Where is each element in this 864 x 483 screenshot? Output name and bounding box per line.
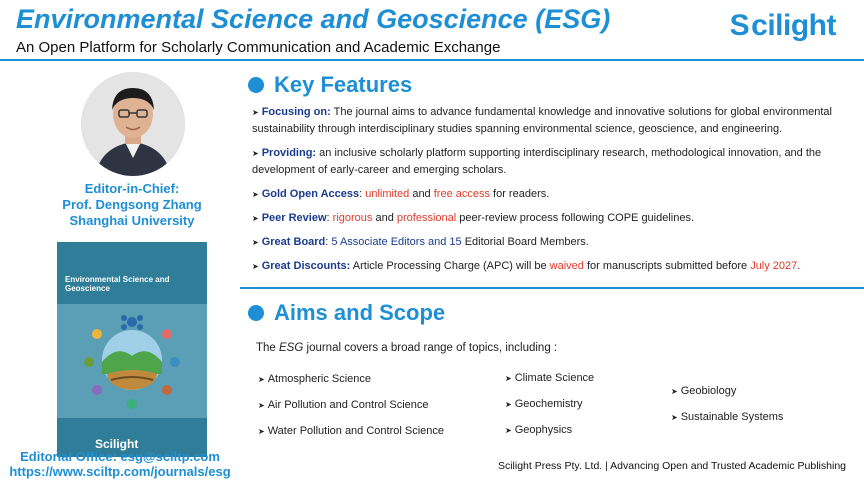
feature-text: Editorial Board Members.	[461, 236, 589, 248]
aims-intro	[256, 342, 557, 354]
topic-item	[505, 424, 594, 450]
editor-in-chief	[0, 181, 264, 229]
cover-title: Environmental Science and Geoscience	[65, 275, 170, 293]
topic-item	[258, 425, 444, 451]
highlight-text: professional	[396, 212, 457, 224]
intro-journal-abbrev: ESG	[279, 342, 304, 354]
intro-text: The	[256, 342, 280, 354]
highlight-text: unlimited	[365, 188, 410, 200]
feature-label: Gold Open Access	[261, 188, 360, 200]
chevron-right-icon: ➤	[505, 400, 512, 409]
feature-open-access	[252, 186, 842, 203]
topics-column-2	[505, 372, 594, 450]
feature-label: Great Discounts:	[261, 260, 351, 272]
topics-column-3	[671, 385, 783, 437]
feature-text: :	[359, 188, 366, 200]
logo-mark-icon: S	[729, 9, 750, 42]
office-email[interactable]: Editorial Office: esg@sciltp.com	[20, 449, 220, 464]
topic-item	[258, 399, 444, 425]
topic-label: Geobiology	[680, 385, 737, 397]
topic-item	[671, 411, 783, 437]
feature-text: Article Processing Charge (APC) will be	[350, 260, 550, 272]
key-features-heading	[248, 72, 412, 98]
journal-subtitle: An Open Platform for Scholarly Communication and Academic Exchange	[16, 39, 501, 56]
aims-heading	[248, 300, 445, 326]
left-panel	[0, 62, 236, 483]
bullet-dot-icon	[248, 77, 264, 93]
chevron-right-icon: ➤	[258, 401, 265, 410]
feature-text: The journal aims to advance fundamental knowledge and innovative solutions for global environmental sustainability through interdisciplinary studies spanning environmental science, geoscience, and engineering.	[252, 106, 832, 135]
chevron-right-icon: ➤	[505, 374, 512, 383]
feature-text: an inclusive scholarly platform supporting interdisciplinary research, methodological innovation, and the development of early-career and emerging scholars.	[252, 147, 822, 176]
chevron-right-icon: ➤	[671, 413, 678, 422]
header-divider	[0, 59, 864, 61]
topic-label: Geochemistry	[514, 398, 583, 410]
chevron-right-icon: ➤	[505, 426, 512, 435]
feature-label: Great Board	[261, 236, 326, 248]
chevron-right-icon: ➤	[258, 375, 265, 384]
chevron-right-icon: ➤	[252, 108, 259, 117]
header	[0, 0, 864, 62]
topic-label: Geophysics	[514, 424, 573, 436]
topic-item	[671, 385, 783, 411]
journal-title: Environmental Science and Geoscience (ESG)	[16, 4, 611, 34]
office-url[interactable]: https://www.sciltp.com/journals/esg	[9, 464, 231, 479]
chevron-right-icon: ➤	[252, 149, 259, 158]
topic-item	[258, 373, 444, 399]
cover-brand: Scilight	[95, 437, 139, 451]
highlight-text: waived	[549, 260, 584, 272]
aims-title: Aims and Scope	[274, 300, 446, 325]
topics-column-1	[258, 373, 444, 451]
chevron-right-icon: ➤	[252, 238, 259, 247]
journal-cover[interactable]	[57, 242, 207, 457]
feature-text: peer-review process following COPE guidelines.	[456, 212, 695, 224]
publisher-footer: Scilight Press Pty. Ltd. | Advancing Open and Trusted Academic Publishing	[497, 460, 846, 472]
feature-focusing	[252, 104, 842, 138]
chevron-right-icon: ➤	[252, 190, 259, 199]
editor-name: Prof. Dengsong Zhang	[62, 197, 202, 212]
editor-photo	[81, 72, 185, 176]
feature-text: and	[409, 188, 434, 200]
topic-label: Air Pollution and Control Science	[267, 399, 429, 411]
feature-label: Peer Review	[261, 212, 327, 224]
cover-illustration	[77, 304, 187, 412]
section-divider	[240, 287, 864, 289]
chevron-right-icon: ➤	[671, 387, 678, 396]
topic-label: Sustainable Systems	[680, 411, 784, 423]
editor-label: Editor-in-Chief:	[84, 181, 180, 196]
chevron-right-icon: ➤	[252, 262, 259, 271]
editor-affiliation: Shanghai University	[69, 213, 195, 228]
feature-board	[252, 234, 842, 251]
logo-text: cilight	[751, 9, 836, 42]
intro-text: journal covers a broad range of topics, including :	[303, 342, 558, 354]
topic-label: Atmospheric Science	[267, 373, 372, 385]
feature-label: Focusing on:	[261, 106, 331, 118]
topic-label: Climate Science	[514, 372, 595, 384]
highlight-text: July 2027	[750, 260, 798, 272]
chevron-right-icon: ➤	[252, 214, 259, 223]
feature-text: :	[325, 236, 332, 248]
bullet-dot-icon	[248, 305, 264, 321]
feature-text: and	[372, 212, 397, 224]
feature-text: :	[326, 212, 333, 224]
editorial-office	[0, 449, 240, 479]
feature-providing	[252, 145, 842, 179]
key-features-list	[252, 104, 842, 282]
highlight-text: rigorous	[332, 212, 373, 224]
highlight-text: 5 Associate Editors and 15	[331, 236, 462, 248]
cover-band	[57, 242, 207, 304]
key-features-title: Key Features	[274, 72, 413, 97]
topic-item	[505, 398, 594, 424]
feature-text: for manuscripts submitted before	[583, 260, 751, 272]
chevron-right-icon: ➤	[258, 427, 265, 436]
topic-label: Water Pollution and Control Science	[267, 425, 444, 437]
scilight-logo[interactable]	[730, 8, 836, 44]
feature-peer-review	[252, 210, 842, 227]
feature-label: Providing:	[261, 147, 317, 159]
feature-text: for readers.	[489, 188, 550, 200]
feature-discounts	[252, 258, 842, 275]
highlight-text: free access	[433, 188, 490, 200]
topic-item	[505, 372, 594, 398]
feature-text: .	[797, 260, 801, 272]
